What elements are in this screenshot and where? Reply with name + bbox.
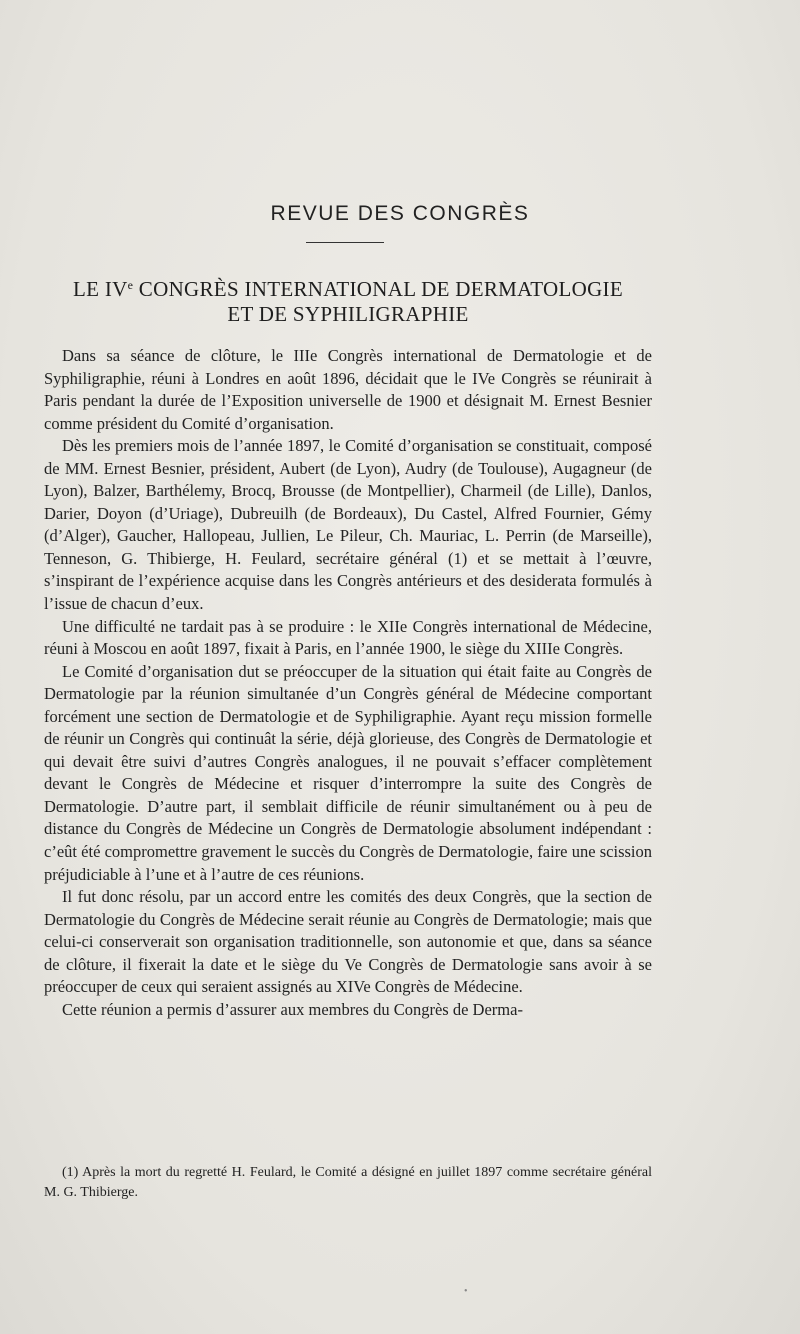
scan-mark: • — [464, 1286, 468, 1297]
paragraph-5: Il fut donc résolu, par un accord entre les comités des deux Congrès, que la section de Dermatologie du Congrès de Médecine serait réunie au Congrès de Dermatologie; mais que celui-ci conserverait son organisation traditionnelle, son autonomie et que, dans sa séance de clôture, il fixerait la date et le siège du Ve Congrès de Dermatologie sans avoir à se préoccuper de ceux qui seraient assignés au XIVe Congrès de Médecine. — [44, 887, 652, 997]
article-title-line-1 — [44, 277, 652, 302]
paragraph-1: Dans sa séance de clôture, le IIIe Congrès international de Dermatologie et de Syphiligraphie, réuni à Londres en août 1896, décidait que le IVe Congrès se réunirait à Paris pendant la durée de l’Exposition universelle de 1900 et désignait M. Ernest Besnier comme président du Comité d’organisation. — [44, 346, 652, 433]
paragraph-3: Une difficulté ne tardait pas à se produire : le XIIe Congrès international de Médecine, réuni à Moscou en août 1897, fixait à Paris, en l’année 1900, le siège du XIIIe Congrès. — [44, 616, 652, 659]
footnote-1: (1) Après la mort du regretté H. Feulard, le Comité a désigné en juillet 1897 comme secrétaire général M. G. Thibierge. — [44, 1165, 652, 1200]
paragraph-2: Dès les premiers mois de l’année 1897, le Comité d’organisation se constituait, composé de MM. Ernest Besnier, président, Aubert (de Lyon), Audry (de Toulouse), Augagneur (de Lyon), Balzer, Barthélemy, Brocq, Brousse (de Montpellier), Charmeil (de Lille), Danlos, Darier, Doyon (d’Uriage), Dubreuilh (de Bordeaux), Du Castel, Alfred Fournier, Gémy (d’Alger), Gaucher, Hallopeau, Jullien, Le Pileur, Ch. Mauriac, L. Perrin (de Marseille), Tenneson, G. Thibierge, H. Feulard, secrétaire général (1) et se mettait à l’œuvre, s’inspirant de l’expérience acquise dans les Congrès antérieurs et des desiderata formulés à l’issue de chacun d’eux. — [44, 436, 652, 614]
article-title — [44, 277, 652, 327]
article-title-part-a: LE IV — [73, 277, 128, 301]
article-title-sup: e — [127, 278, 134, 292]
paragraph-6: Cette réunion a permis d’assurer aux membres du Congrès de Derma- — [62, 999, 523, 1019]
section-title: REVUE DES CONGRÈS — [270, 202, 530, 225]
article-title-part-b: CONGRÈS INTERNATIONAL DE DERMATOLOGIE — [133, 277, 623, 301]
footnotes — [44, 1163, 652, 1203]
article-title-line-2: ET DE SYPHILIGRAPHIE — [227, 302, 469, 326]
title-rule — [306, 242, 384, 243]
article-body — [44, 345, 652, 1021]
paragraph-4: Le Comité d’organisation dut se préoccuper de la situation qui était faite au Congrès de Dermatologie par la réunion simultanée d’un Congrès général de Médecine comportant forcément une section de Dermatologie et de Syphiligraphie. Ayant reçu mission formelle de réunir un Congrès qui continuât la série, déjà glorieuse, des Congrès de Dermatologie et qui devait être suivi d’autres Congrès analogues, il ne pouvait s’effacer complètement devant le Congrès de Médecine et risquer d’interrompre la suite des Congrès de Dermatologie. D’autre part, il semblait difficile de réunir simultanément ou à peu de distance du Congrès de Médecine un Congrès de Dermatologie absolument indépendant : c’eût été compromettre gravement le succès du Congrès de Dermatologie, faire une scission préjudiciable à l’une et à l’autre de ces réunions. — [44, 661, 652, 884]
